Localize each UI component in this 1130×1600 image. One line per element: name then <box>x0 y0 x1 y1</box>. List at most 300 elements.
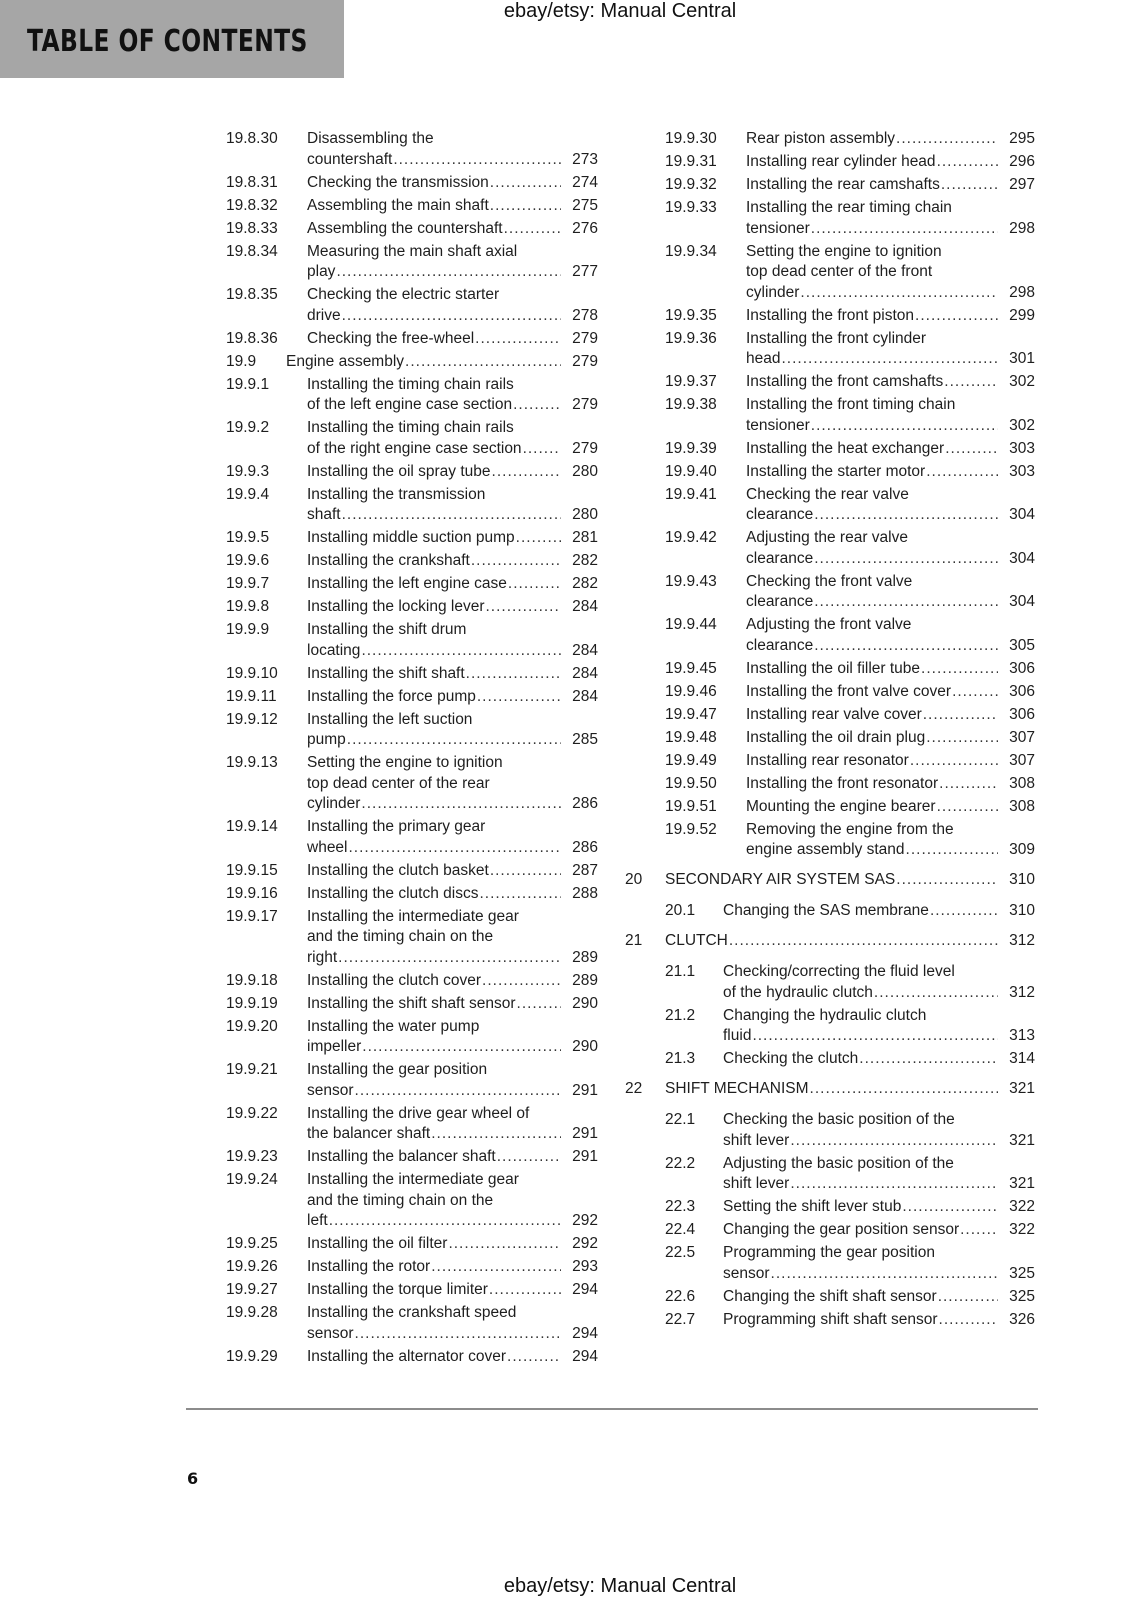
toc-entry-title: Programming shift shaft sensor <box>723 1310 938 1328</box>
toc-entry-page[interactable]: 279 <box>572 329 598 347</box>
toc-entry-page[interactable]: 289 <box>572 971 598 989</box>
toc-entry-page[interactable]: 301 <box>1009 350 1035 367</box>
dot-leader <box>790 1131 998 1152</box>
toc-entry-page[interactable]: 313 <box>1009 1027 1035 1044</box>
toc-entry[interactable] <box>625 751 1035 772</box>
toc-entry-page[interactable]: 302 <box>1009 373 1035 390</box>
toc-entry-title: Installing middle suction pump <box>307 529 515 546</box>
toc-entry-number: 19.8.35 <box>226 286 278 303</box>
toc-entry[interactable] <box>625 682 1035 703</box>
toc-entry[interactable] <box>625 175 1035 196</box>
toc-entry-title: Installing the locking lever <box>307 598 485 615</box>
toc-entry[interactable] <box>625 1049 1035 1070</box>
toc-entry[interactable] <box>625 870 1035 891</box>
toc-entry-page[interactable]: 304 <box>1009 506 1035 523</box>
toc-entry[interactable] <box>226 1347 598 1368</box>
toc-entry[interactable] <box>625 1006 1035 1047</box>
dot-leader <box>800 283 998 304</box>
toc-entry-number: 19.9.38 <box>665 396 717 413</box>
toc-entry[interactable] <box>625 462 1035 483</box>
toc-entry-title: of the right engine case section <box>307 439 522 457</box>
toc-entry-page[interactable]: 325 <box>1009 1264 1035 1282</box>
toc-entry-number: 19.9.40 <box>665 462 717 480</box>
toc-entry[interactable] <box>226 687 598 708</box>
toc-entry[interactable] <box>625 306 1035 327</box>
toc-entry-page[interactable]: 298 <box>1009 219 1035 237</box>
toc-entry[interactable] <box>226 971 598 992</box>
toc-entry-page[interactable]: 312 <box>1009 983 1035 1001</box>
toc-entry-page[interactable]: 306 <box>1009 682 1035 700</box>
toc-entry[interactable] <box>625 1197 1035 1218</box>
toc-entry-page[interactable]: 291 <box>572 1148 598 1165</box>
toc-entry[interactable] <box>226 352 598 373</box>
dot-leader <box>362 1037 561 1058</box>
toc-entry-page[interactable]: 284 <box>572 687 598 705</box>
toc-entry-page[interactable]: 306 <box>1009 705 1035 723</box>
toc-entry-page[interactable]: 306 <box>1009 659 1035 677</box>
toc-entry[interactable] <box>625 485 1035 526</box>
toc-entry[interactable] <box>226 994 598 1015</box>
toc-entry-number: 19.9.13 <box>226 754 278 771</box>
dot-leader <box>489 1280 561 1301</box>
toc-entry-title-line: Installing the front timing chain <box>746 396 956 413</box>
toc-entry[interactable] <box>625 1154 1035 1195</box>
toc-entry[interactable] <box>625 242 1035 304</box>
toc-entry[interactable] <box>226 551 598 572</box>
dot-leader <box>790 1174 998 1195</box>
dot-leader <box>517 994 561 1015</box>
toc-entry-page[interactable]: 322 <box>1009 1221 1035 1238</box>
toc-entry-page[interactable]: 294 <box>572 1324 598 1342</box>
toc-entry-page[interactable]: 282 <box>572 552 598 569</box>
watermark-bottom: ebay/etsy: Manual Central <box>503 1575 737 1597</box>
toc-entry-number: 19.9.47 <box>665 705 717 723</box>
toc-entry[interactable] <box>226 884 598 905</box>
watermark-top: ebay/etsy: Manual Central <box>503 0 737 22</box>
dot-leader <box>490 861 561 882</box>
toc-entry-page[interactable]: 307 <box>1009 728 1035 746</box>
toc-entry-title-line: Adjusting the basic position of the <box>723 1154 954 1172</box>
toc-entry[interactable] <box>226 462 598 483</box>
toc-entry-page[interactable]: 293 <box>572 1258 598 1275</box>
toc-entry-page[interactable]: 321 <box>1009 1175 1035 1192</box>
dot-leader <box>329 1211 561 1232</box>
toc-entry-title: Installing the heat exchanger <box>746 439 945 457</box>
dot-leader <box>926 728 998 749</box>
toc-entry-page[interactable]: 287 <box>572 861 598 879</box>
dot-leader <box>490 173 561 194</box>
toc-entry[interactable] <box>625 820 1035 861</box>
toc-entry[interactable] <box>226 219 598 240</box>
toc-entry-page[interactable]: 273 <box>572 150 598 168</box>
toc-entry-title: Installing the oil spray tube <box>307 462 491 480</box>
toc-entry[interactable] <box>625 572 1035 613</box>
toc-entry[interactable] <box>625 1287 1035 1308</box>
toc-entry-page[interactable]: 321 <box>1009 1079 1035 1097</box>
toc-entry-page[interactable]: 279 <box>572 439 598 457</box>
dot-leader <box>523 439 561 460</box>
toc-entry-title-line: Installing the drive gear wheel of <box>307 1104 530 1122</box>
toc-entry-title: cylinder <box>746 283 800 301</box>
toc-entry-title: play <box>307 263 336 280</box>
toc-entry-page[interactable]: 326 <box>1009 1310 1035 1328</box>
toc-entry-page[interactable]: 282 <box>572 575 598 592</box>
toc-entry-number: 22.3 <box>665 1198 696 1215</box>
dot-leader <box>910 751 998 772</box>
toc-entry-number: 19.9.9 <box>226 621 270 638</box>
dot-leader <box>507 1347 561 1368</box>
toc-entry-page[interactable]: 292 <box>572 1212 598 1229</box>
toc-entry[interactable] <box>226 1104 598 1145</box>
toc-entry-title-line: Measuring the main shaft axial <box>307 242 518 260</box>
footer-divider <box>186 1408 1038 1410</box>
toc-entry[interactable] <box>625 962 1035 1003</box>
toc-entry[interactable] <box>226 129 598 170</box>
toc-entry[interactable] <box>625 329 1035 370</box>
toc-entry[interactable] <box>226 1170 598 1232</box>
toc-entry-title: Installing the crankshaft <box>307 552 470 569</box>
toc-entry-page[interactable]: 314 <box>1009 1050 1035 1067</box>
dot-leader <box>926 462 998 483</box>
toc-entry-number: 19.9.18 <box>226 971 278 989</box>
toc-entry-page[interactable]: 286 <box>572 838 598 856</box>
dot-leader <box>906 840 998 861</box>
dot-leader <box>937 152 998 173</box>
toc-entry-page[interactable]: 284 <box>572 664 598 682</box>
toc-entry[interactable] <box>625 615 1035 656</box>
toc-entry-page[interactable]: 279 <box>572 396 598 413</box>
toc-entry-number: 19.9.43 <box>665 572 717 590</box>
toc-entry-title: Installing the clutch basket <box>307 861 489 879</box>
toc-entry-title: engine assembly stand <box>746 841 905 858</box>
toc-entry-page[interactable]: 308 <box>1009 797 1035 815</box>
toc-entry[interactable] <box>625 439 1035 460</box>
dot-leader <box>921 659 998 680</box>
dot-leader <box>431 1257 561 1278</box>
toc-entry[interactable] <box>226 1303 598 1344</box>
toc-entry-page[interactable]: 302 <box>1009 416 1035 434</box>
toc-entry-page[interactable]: 281 <box>572 529 598 546</box>
toc-entry-title: SHIFT MECHANISM <box>665 1079 809 1097</box>
toc-entry[interactable] <box>625 198 1035 239</box>
toc-entry-number: 19.9.8 <box>226 598 270 615</box>
toc-entry-number: 21.1 <box>665 963 696 980</box>
toc-entry-number: 22.4 <box>665 1221 696 1238</box>
toc-entry-page[interactable]: 288 <box>572 884 598 902</box>
dot-leader <box>752 1026 998 1047</box>
toc-entry-title-line: and the timing chain on the <box>307 1191 494 1209</box>
toc-entry[interactable] <box>226 329 598 350</box>
toc-entry-number: 19.9.22 <box>226 1104 278 1122</box>
toc-entry-number: 19.8.36 <box>226 329 278 347</box>
toc-entry-title-line: Setting the engine to ignition <box>746 242 942 260</box>
toc-entry[interactable] <box>226 285 598 326</box>
dot-leader <box>814 549 998 570</box>
toc-entry[interactable] <box>226 710 598 751</box>
dot-leader <box>361 641 561 662</box>
toc-entry-number: 21.2 <box>665 1006 696 1024</box>
dot-leader <box>466 664 561 685</box>
toc-entry-page[interactable]: 295 <box>1009 130 1035 147</box>
toc-entry-title: shift lever <box>723 1175 790 1192</box>
toc-entry-page[interactable]: 304 <box>1009 549 1035 567</box>
toc-entry-title: head <box>746 350 781 367</box>
toc-entry-number: 19.9.33 <box>665 199 717 216</box>
toc-entry-page[interactable]: 322 <box>1009 1198 1035 1215</box>
toc-entry[interactable] <box>625 372 1035 393</box>
dot-leader <box>944 372 998 393</box>
toc-entry[interactable] <box>226 574 598 595</box>
toc-entry[interactable] <box>625 797 1035 818</box>
toc-entry-number: 19.9.7 <box>226 575 270 592</box>
dot-leader <box>479 884 561 905</box>
toc-entry-number: 19.8.33 <box>226 219 278 237</box>
toc-entry-title: Installing the clutch discs <box>307 884 479 902</box>
toc-entry-title: left <box>307 1212 328 1229</box>
toc-entry-page[interactable]: 276 <box>572 219 598 237</box>
toc-entry[interactable] <box>226 664 598 685</box>
toc-entry-title-line: Installing the timing chain rails <box>307 419 514 436</box>
toc-entry[interactable] <box>625 1243 1035 1284</box>
toc-entry[interactable] <box>226 753 598 815</box>
toc-entry[interactable] <box>226 196 598 217</box>
toc-entry-page[interactable]: 297 <box>1009 176 1035 193</box>
toc-entry-page[interactable]: 289 <box>572 948 598 966</box>
toc-entry-title: sensor <box>723 1264 770 1282</box>
toc-entry-title: sensor <box>307 1324 354 1342</box>
toc-entry-number: 22.6 <box>665 1287 696 1305</box>
toc-entry-number: 19.9.49 <box>665 751 717 769</box>
dot-leader <box>896 870 998 891</box>
toc-entry-number: 19.9.27 <box>226 1281 278 1298</box>
dot-leader <box>477 687 561 708</box>
toc-entry-title-line: Disassembling the <box>307 130 434 147</box>
dot-leader <box>361 794 561 815</box>
toc-entry-title: Checking the free-wheel <box>307 329 475 347</box>
dot-leader <box>475 329 561 350</box>
dot-leader <box>342 505 561 526</box>
toc-entry-number: 22 <box>625 1079 643 1097</box>
toc-entry[interactable] <box>226 620 598 661</box>
toc-entry-page[interactable]: 274 <box>572 173 598 191</box>
toc-entry-title: Assembling the countershaft <box>307 219 503 237</box>
dot-leader <box>513 395 561 416</box>
toc-entry-title-line: Programming the gear position <box>723 1244 935 1261</box>
toc-entry[interactable] <box>625 1079 1035 1100</box>
toc-entry-page[interactable]: 294 <box>572 1281 598 1298</box>
toc-entry-page[interactable]: 280 <box>572 506 598 523</box>
dot-leader <box>349 838 562 859</box>
toc-entry-title: Rear piston assembly <box>746 130 896 147</box>
toc-entry-number: 22.7 <box>665 1310 696 1328</box>
toc-entry-number: 20 <box>625 870 643 888</box>
dot-leader <box>516 528 561 549</box>
toc-entry-title-line: Installing the left suction <box>307 710 473 728</box>
toc-entry-page[interactable]: 304 <box>1009 593 1035 610</box>
toc-entry-number: 19.9.4 <box>226 485 270 503</box>
dot-leader <box>937 797 998 818</box>
toc-entry-title: Installing the oil drain plug <box>746 728 926 746</box>
toc-entry-title-line: Checking the front valve <box>746 572 913 590</box>
toc-entry-page[interactable]: 294 <box>572 1347 598 1365</box>
dot-leader <box>941 175 998 196</box>
toc-entry[interactable] <box>625 1110 1035 1151</box>
toc-entry[interactable] <box>226 907 598 969</box>
toc-entry-number: 19.9.16 <box>226 884 278 902</box>
toc-entry[interactable] <box>226 597 598 618</box>
toc-entry-page[interactable]: 325 <box>1009 1287 1035 1305</box>
toc-entry-page[interactable]: 292 <box>572 1235 598 1252</box>
toc-entry-page[interactable]: 280 <box>572 462 598 480</box>
dot-leader <box>939 774 998 795</box>
toc-entry-page[interactable]: 310 <box>1009 902 1035 919</box>
toc-entry-title: shaft <box>307 506 341 523</box>
toc-entry-page[interactable]: 290 <box>572 994 598 1012</box>
toc-entry-title: Installing the alternator cover <box>307 1347 507 1365</box>
toc-entry-number: 19.9.48 <box>665 728 717 746</box>
toc-entry-title: Installing the shift shaft sensor <box>307 994 516 1012</box>
toc-entry[interactable] <box>226 485 598 526</box>
toc-entry-page[interactable]: 296 <box>1009 153 1035 170</box>
toc-entry[interactable] <box>226 861 598 882</box>
toc-entry-title-line: Installing the shift drum <box>307 621 467 638</box>
dot-leader <box>811 416 998 437</box>
toc-entry-title-line: Installing the timing chain rails <box>307 375 514 393</box>
toc-entry[interactable] <box>625 1220 1035 1241</box>
toc-entry-page[interactable]: 298 <box>1009 283 1035 301</box>
toc-entry-page[interactable]: 291 <box>572 1125 598 1142</box>
toc-entry-page[interactable]: 309 <box>1009 841 1035 858</box>
toc-entry-title-line: Checking the rear valve <box>746 485 909 503</box>
toc-entry-page[interactable]: 278 <box>572 306 598 324</box>
toc-entry-number: 19.9.2 <box>226 419 270 436</box>
dot-leader <box>896 129 998 150</box>
toc-entry-page[interactable]: 303 <box>1009 439 1035 457</box>
toc-entry-number: 19.8.32 <box>226 196 278 214</box>
toc-entry[interactable] <box>226 1234 598 1255</box>
toc-entry-title: sensor <box>307 1081 354 1099</box>
toc-entry-title: Installing the force pump <box>307 687 476 705</box>
toc-entry-number: 19.9.41 <box>665 485 717 503</box>
toc-entry[interactable] <box>625 931 1035 952</box>
toc-entry-page[interactable]: 291 <box>572 1081 598 1099</box>
toc-entry-title: Installing the rear camshafts <box>746 176 940 193</box>
toc-entry[interactable] <box>226 418 598 459</box>
toc-entry-title: Installing the front piston <box>746 306 915 324</box>
toc-entry-number: 19.9.1 <box>226 375 270 393</box>
toc-entry-number: 19.9.12 <box>226 710 278 728</box>
toc-entry[interactable] <box>226 173 598 194</box>
toc-entry-number: 19.9.14 <box>226 818 278 835</box>
toc-entry-title: Installing the clutch cover <box>307 971 482 989</box>
toc-entry-number: 22.5 <box>665 1244 696 1261</box>
toc-entry-page[interactable]: 307 <box>1009 751 1035 769</box>
toc-entry-title-line: Installing the primary gear <box>307 818 486 835</box>
toc-entry[interactable] <box>226 528 598 549</box>
toc-entry-title: Installing the front resonator <box>746 774 939 792</box>
toc-entry-number: 19.9.50 <box>665 774 717 792</box>
toc-entry-number: 19.9.26 <box>226 1258 278 1275</box>
toc-entry[interactable] <box>625 705 1035 726</box>
toc-entry-page[interactable]: 321 <box>1009 1131 1035 1149</box>
toc-entry-number: 19.9.52 <box>665 820 717 838</box>
toc-entry[interactable] <box>226 817 598 858</box>
toc-entry-number: 19.9.34 <box>665 242 717 260</box>
toc-entry[interactable] <box>226 375 598 416</box>
toc-entry[interactable] <box>625 152 1035 173</box>
toc-entry-number: 19.9.30 <box>665 130 717 147</box>
toc-entry-number: 21.3 <box>665 1050 696 1067</box>
toc-entry-page[interactable]: 303 <box>1009 462 1035 480</box>
toc-entry-title-line: Setting the engine to ignition <box>307 754 503 771</box>
toc-entry-title: pump <box>307 731 346 748</box>
toc-entry-page[interactable]: 284 <box>572 598 598 615</box>
dot-leader <box>859 1049 998 1070</box>
toc-entry[interactable] <box>226 1017 598 1058</box>
toc-entry[interactable] <box>226 242 598 283</box>
toc-entry-page[interactable]: 312 <box>1009 931 1035 949</box>
toc-entry-page[interactable]: 286 <box>572 795 598 812</box>
dot-leader <box>939 1310 998 1331</box>
toc-entry[interactable] <box>226 1060 598 1101</box>
toc-entry-number: 19.9.6 <box>226 552 270 569</box>
toc-entry-number: 19.9.44 <box>665 616 717 633</box>
toc-entry-number: 19.9.32 <box>665 176 717 193</box>
toc-entry-page[interactable]: 305 <box>1009 636 1035 654</box>
toc-entry[interactable] <box>625 129 1035 150</box>
dot-leader <box>492 462 561 483</box>
toc-entry[interactable] <box>625 395 1035 436</box>
dot-leader <box>448 1234 561 1255</box>
toc-entry[interactable] <box>226 1147 598 1168</box>
toc-entry[interactable] <box>625 1310 1035 1331</box>
toc-entry-number: 19.9.29 <box>226 1347 278 1365</box>
toc-entry[interactable] <box>625 659 1035 680</box>
toc-entry[interactable] <box>625 528 1035 569</box>
toc-entry-page[interactable]: 299 <box>1009 306 1035 324</box>
toc-entry-page[interactable]: 277 <box>572 263 598 280</box>
toc-entry[interactable] <box>625 901 1035 922</box>
toc-entry-title: Checking the clutch <box>723 1050 859 1067</box>
toc-entry-page[interactable]: 279 <box>572 352 598 370</box>
toc-entry-title: clearance <box>746 549 814 567</box>
toc-entry-page[interactable]: 308 <box>1009 774 1035 792</box>
toc-entry-number: 19.9.25 <box>226 1235 278 1252</box>
toc-entry-page[interactable]: 285 <box>572 731 598 748</box>
page-title: TABLE OF CONTENTS <box>27 24 308 59</box>
dot-leader <box>497 1147 561 1168</box>
toc-entry-number: 19.9.17 <box>226 907 278 925</box>
dot-leader <box>960 1220 998 1241</box>
toc-entry-title-line: Installing the transmission <box>307 485 486 503</box>
toc-entry-title-line: Installing the rear timing chain <box>746 199 952 216</box>
toc-entry-title: Installing rear cylinder head <box>746 153 936 170</box>
toc-entry[interactable] <box>226 1280 598 1301</box>
toc-entry[interactable] <box>226 1257 598 1278</box>
toc-entry[interactable] <box>625 774 1035 795</box>
toc-entry-title: right <box>307 948 338 966</box>
toc-entry[interactable] <box>625 728 1035 749</box>
toc-entry-page[interactable]: 284 <box>572 641 598 659</box>
toc-entry-title: clearance <box>746 593 814 610</box>
toc-entry-page[interactable]: 310 <box>1009 870 1035 888</box>
toc-entry-title-line: Adjusting the rear valve <box>746 529 908 546</box>
toc-entry-number: 22.2 <box>665 1154 696 1172</box>
toc-entry-number: 19.9 <box>226 352 257 370</box>
toc-entry-page[interactable]: 290 <box>572 1038 598 1055</box>
toc-entry-page[interactable]: 275 <box>572 196 598 214</box>
toc-entry-title: clearance <box>746 636 814 654</box>
